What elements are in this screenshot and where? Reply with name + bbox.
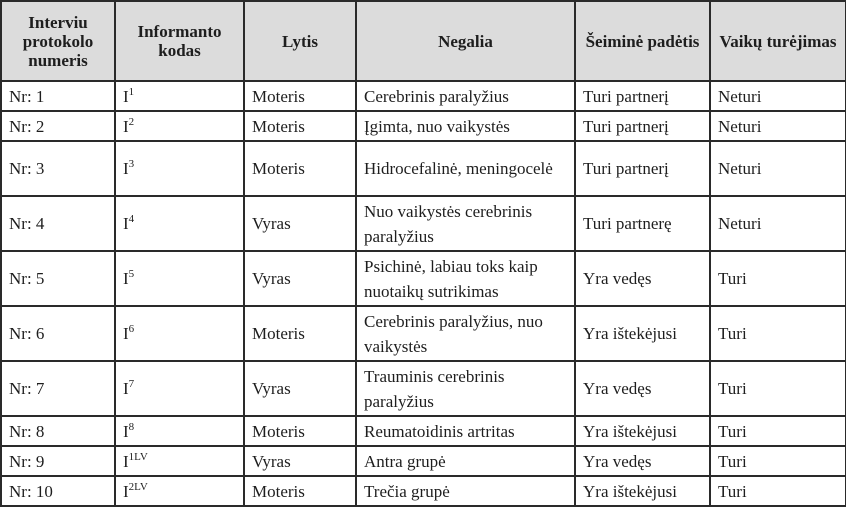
header-informant-code: Informanto kodas	[115, 1, 244, 81]
cell-gender: Moteris	[244, 306, 356, 361]
cell-interview-number: Nr: 4	[1, 196, 115, 251]
header-interview-number: Interviu protokolo numeris	[1, 1, 115, 81]
cell-gender: Moteris	[244, 111, 356, 141]
cell-marital-status: Yra ištekėjusi	[575, 476, 710, 506]
code-base: I	[123, 159, 129, 178]
cell-disability: Trečia grupė	[356, 476, 575, 506]
header-row	[1, 1, 846, 81]
code-base: I	[123, 481, 129, 501]
cell-gender: Vyras	[244, 251, 356, 306]
cell-gender: Moteris	[244, 81, 356, 111]
cell-marital-status: Yra ištekėjusi	[575, 306, 710, 361]
cell-interview-number: Nr: 8	[1, 416, 115, 446]
cell-disability: Cerebrinis paralyžius, nuo vaikystės	[356, 306, 575, 361]
header-marital-status: Šeiminė padėtis	[575, 1, 710, 81]
cell-gender: Vyras	[244, 361, 356, 416]
code-superscript: 5	[128, 268, 135, 280]
cell-marital-status: Turi partnerį	[575, 81, 710, 111]
code-base: I	[123, 86, 129, 106]
cell-disability: Psichinė, labiau toks kaip nuotaikų sutrikimas	[356, 251, 575, 306]
code-base: I	[123, 421, 129, 441]
cell-children: Neturi	[710, 196, 846, 251]
code-superscript: 7	[128, 378, 135, 390]
table-row	[1, 361, 846, 416]
cell-children: Turi	[710, 361, 846, 416]
cell-informant-code	[115, 446, 244, 476]
cell-marital-status: Turi partnerę	[575, 196, 710, 251]
cell-gender: Moteris	[244, 416, 356, 446]
cell-interview-number: Nr: 9	[1, 446, 115, 476]
code-superscript: 2	[128, 115, 135, 128]
cell-children: Turi	[710, 251, 846, 306]
cell-marital-status: Yra vedęs	[575, 446, 710, 476]
code-superscript: 6	[128, 323, 135, 335]
cell-disability: Cerebrinis paralyžius	[356, 81, 575, 111]
table-row	[1, 141, 846, 196]
cell-informant-code	[115, 196, 244, 251]
cell-children: Turi	[710, 306, 846, 361]
cell-disability: Nuo vaikystės cerebrinis paralyžius	[356, 196, 575, 251]
cell-interview-number: Nr: 3	[1, 141, 115, 196]
cell-disability: Trauminis cerebrinis paralyžius	[356, 361, 575, 416]
cell-children: Neturi	[710, 111, 846, 141]
cell-interview-number: Nr: 7	[1, 361, 115, 416]
code-base: I	[123, 451, 129, 471]
cell-informant-code	[115, 141, 244, 196]
cell-informant-code	[115, 476, 244, 506]
cell-children: Neturi	[710, 141, 846, 196]
code-superscript: 4	[128, 213, 135, 225]
code-superscript: 2LV	[128, 480, 148, 493]
cell-informant-code	[115, 251, 244, 306]
code-base: I	[123, 324, 129, 343]
table-row	[1, 81, 846, 111]
code-base: I	[123, 116, 129, 136]
cell-informant-code	[115, 416, 244, 446]
code-superscript: 8	[128, 420, 135, 433]
table-row	[1, 111, 846, 141]
code-base: I	[123, 379, 129, 398]
code-superscript: 3	[128, 158, 135, 170]
cell-disability: Antra grupė	[356, 446, 575, 476]
code-superscript: 1LV	[128, 450, 148, 463]
cell-interview-number: Nr: 5	[1, 251, 115, 306]
cell-gender: Moteris	[244, 476, 356, 506]
table-row	[1, 196, 846, 251]
table-row	[1, 476, 846, 506]
cell-interview-number: Nr: 2	[1, 111, 115, 141]
cell-disability: Hidrocefalinė, meningocelė	[356, 141, 575, 196]
header-gender: Lytis	[244, 1, 356, 81]
cell-interview-number: Nr: 1	[1, 81, 115, 111]
table-row	[1, 251, 846, 306]
cell-children: Neturi	[710, 81, 846, 111]
cell-marital-status: Turi partnerį	[575, 141, 710, 196]
table-row	[1, 416, 846, 446]
header-children: Vaikų turėjimas	[710, 1, 846, 81]
code-base: I	[123, 214, 129, 233]
cell-marital-status: Yra ištekėjusi	[575, 416, 710, 446]
cell-gender: Vyras	[244, 196, 356, 251]
cell-marital-status: Yra vedęs	[575, 361, 710, 416]
cell-children: Turi	[710, 446, 846, 476]
table-row	[1, 446, 846, 476]
code-superscript: 1	[128, 85, 135, 98]
cell-disability: Reumatoidinis artritas	[356, 416, 575, 446]
cell-informant-code	[115, 361, 244, 416]
table-row	[1, 306, 846, 361]
header-disability: Negalia	[356, 1, 575, 81]
cell-gender: Vyras	[244, 446, 356, 476]
cell-children: Turi	[710, 416, 846, 446]
cell-children: Turi	[710, 476, 846, 506]
cell-marital-status: Turi partnerį	[575, 111, 710, 141]
cell-informant-code	[115, 81, 244, 111]
cell-marital-status: Yra vedęs	[575, 251, 710, 306]
code-base: I	[123, 269, 129, 288]
cell-disability: Įgimta, nuo vaikystės	[356, 111, 575, 141]
cell-interview-number: Nr: 6	[1, 306, 115, 361]
cell-interview-number: Nr: 10	[1, 476, 115, 506]
cell-informant-code	[115, 306, 244, 361]
cell-gender: Moteris	[244, 141, 356, 196]
cell-informant-code	[115, 111, 244, 141]
